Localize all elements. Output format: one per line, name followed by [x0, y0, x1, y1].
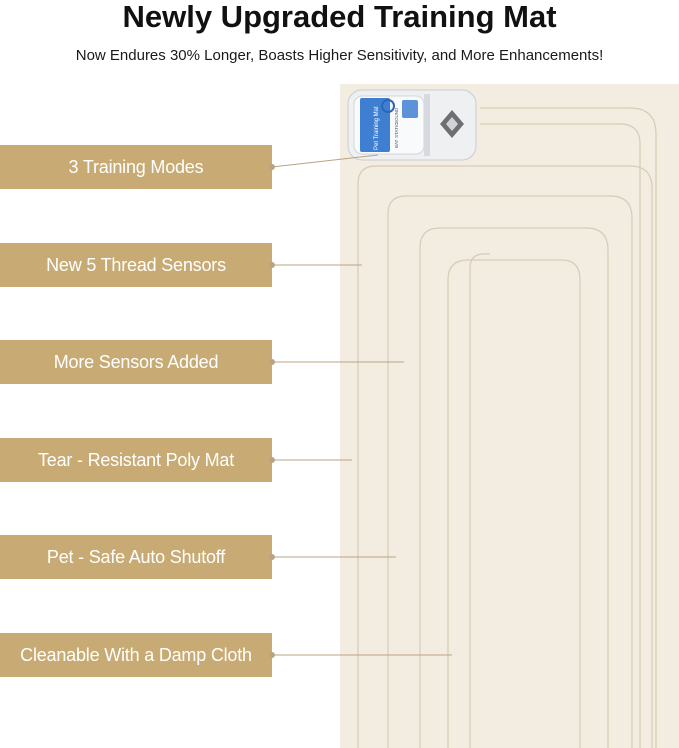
page-subtitle: Now Endures 30% Longer, Boasts Higher Sensitivity, and More Enhancements!	[75, 47, 604, 64]
feature-auto-shutoff: Pet - Safe Auto Shutoff	[0, 535, 272, 579]
feature-cleanable: Cleanable With a Damp Cloth	[0, 633, 272, 677]
feature-thread-sensors: New 5 Thread Sensors	[0, 243, 272, 287]
page-title: Newly Upgraded Training Mat	[122, 0, 557, 34]
connector-line-1	[272, 155, 378, 167]
feature-more-sensors: More Sensors Added	[0, 340, 272, 384]
feature-training-modes: 3 Training Modes	[0, 145, 272, 189]
feature-tear-resistant: Tear - Resistant Poly Mat	[0, 438, 272, 482]
mode-label-sound: SOUND	[394, 107, 399, 124]
mode-label-bat: BAT	[394, 139, 399, 148]
controller-brand-label: Pet Training Mat	[374, 106, 380, 150]
mode-label-static: STATIC	[394, 122, 399, 138]
